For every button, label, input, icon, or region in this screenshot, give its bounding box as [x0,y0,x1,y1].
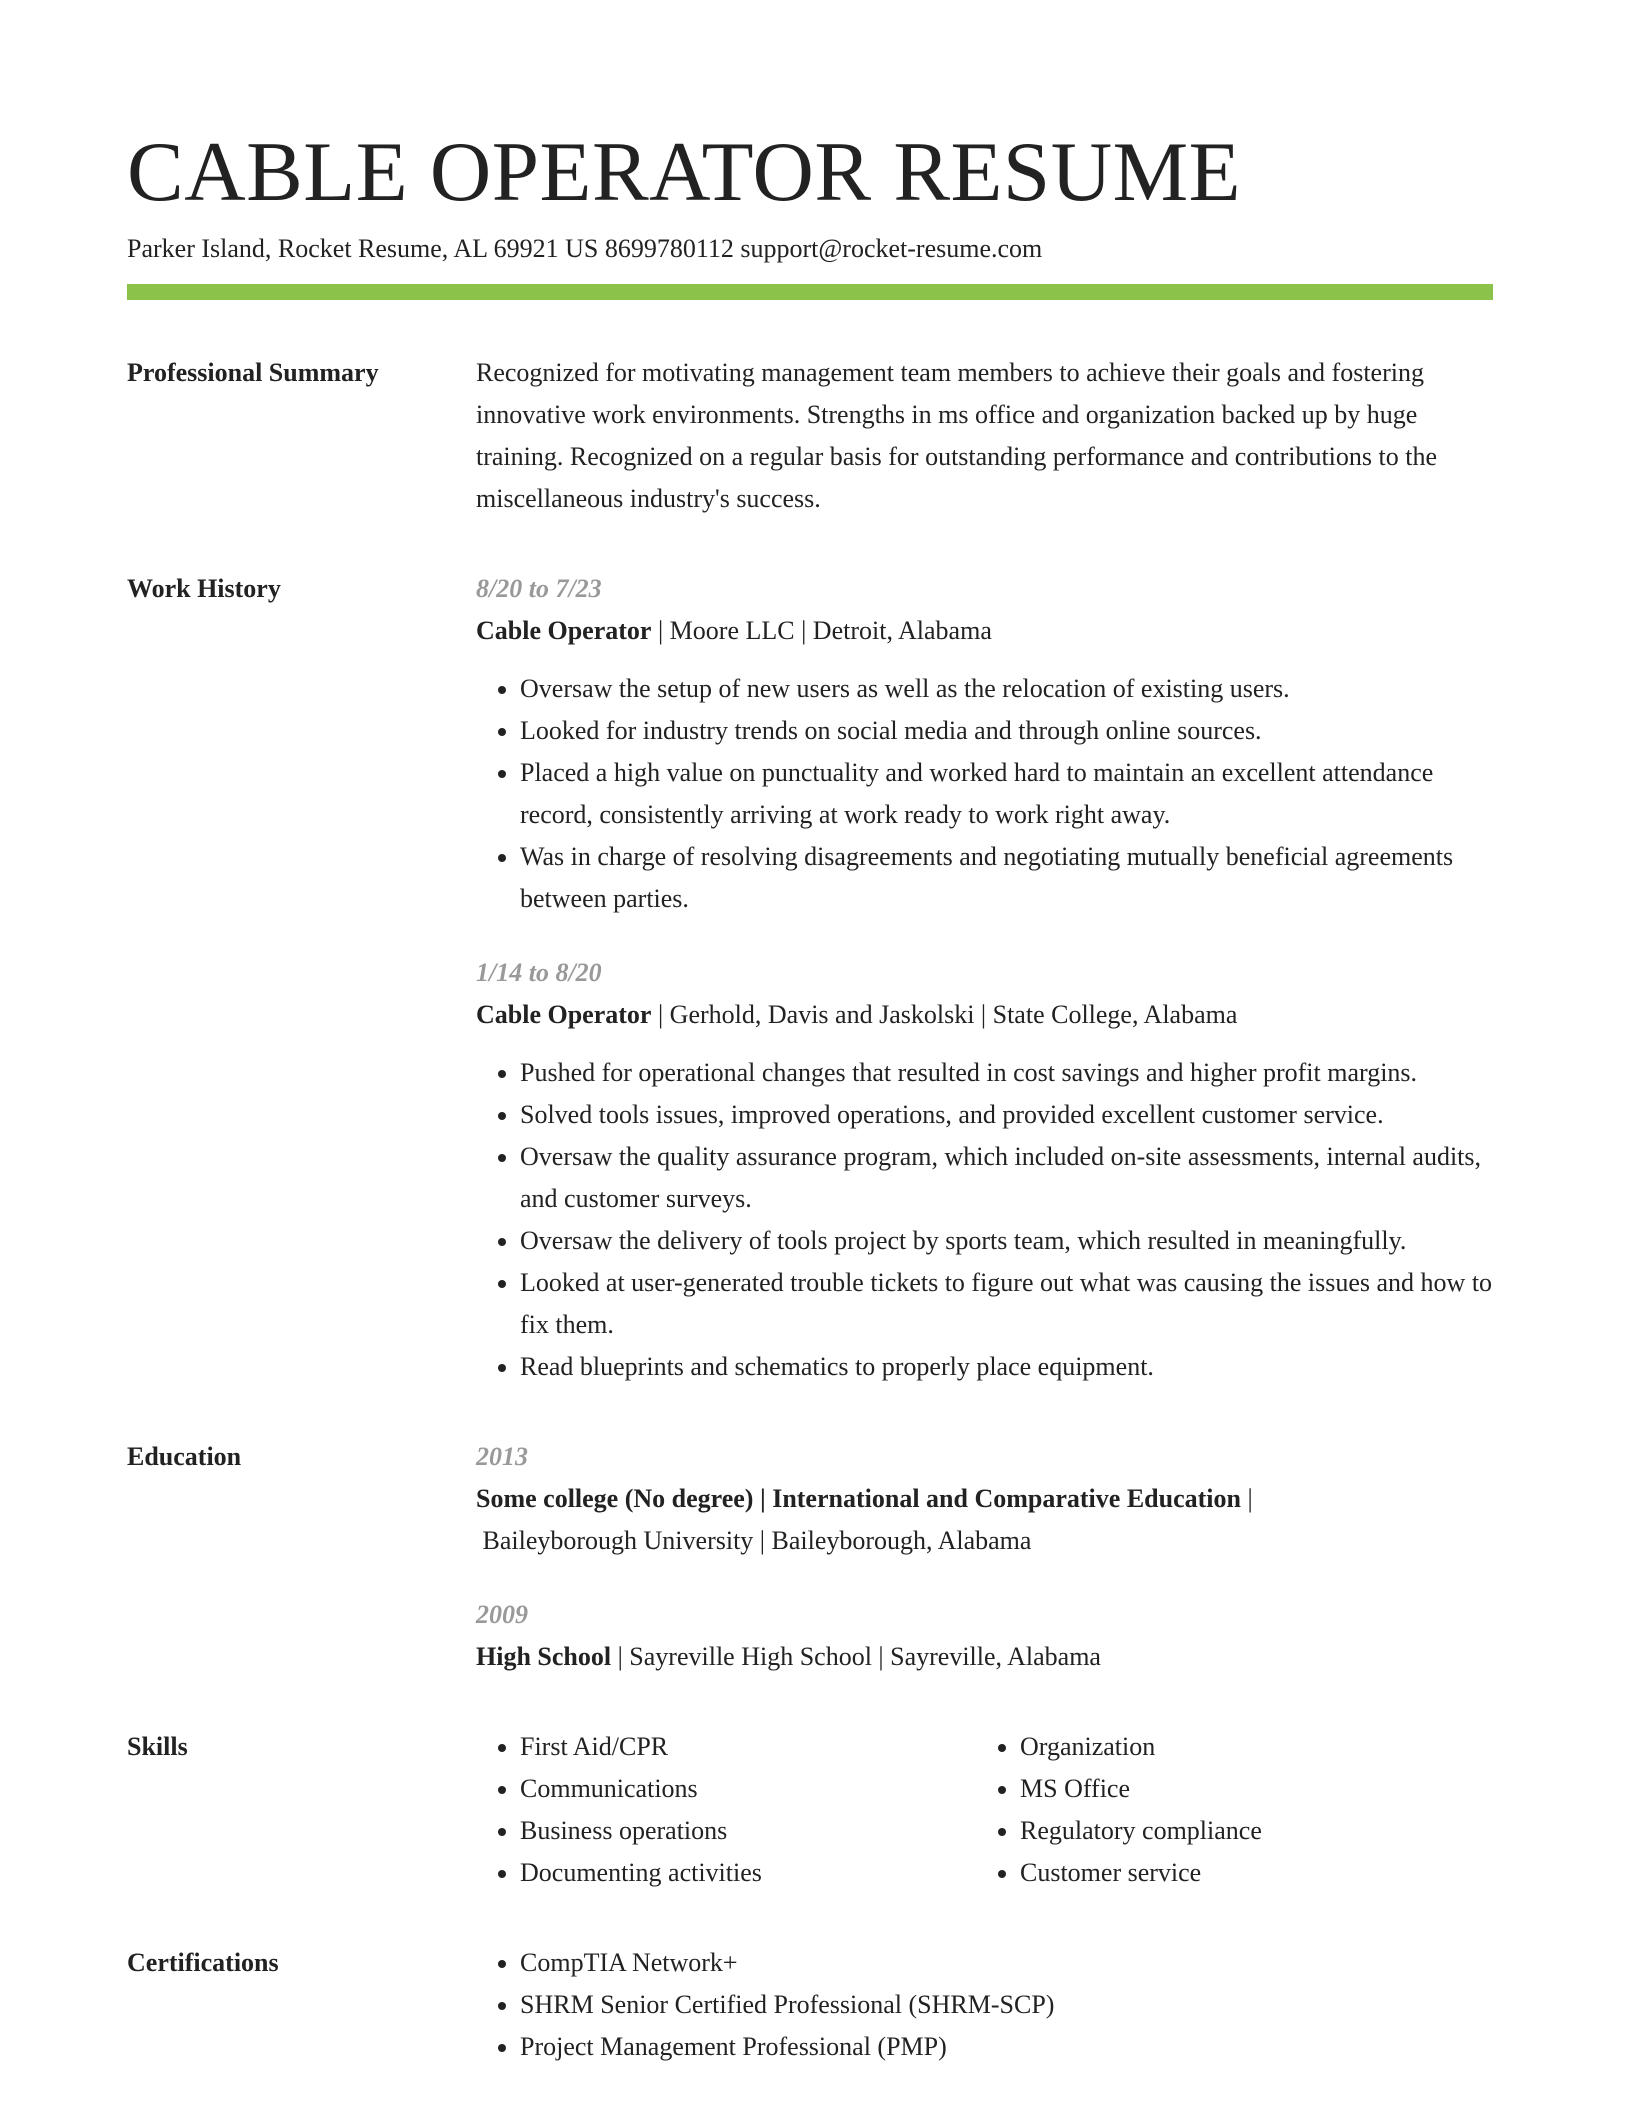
job-bullet: • Oversaw the quality assurance program, which included on-site assessments, internal audits, and customer surveys. [520,1136,1493,1220]
certification-item: • CompTIA Network+ [520,1942,1493,1984]
job-bullet: • Placed a high value on punctuality and worked hard to maintain an excellent attendance record, consistently arriving at work ready to work right away. [520,752,1493,836]
education-entry [476,1594,1493,1678]
resume-page [127,124,1493,2068]
education-degree: Some college (No degree) | International and Comparative Education [476,1484,1241,1513]
job-details: | Moore LLC | Detroit, Alabama [651,616,992,645]
education-degree-line [476,1636,1493,1678]
education-year: 2013 [476,1442,528,1471]
job-bullet: • Oversaw the setup of new users as well as the relocation of existing users. [520,668,1493,710]
job-bullets [476,668,1493,920]
skill-item: • Organization [1020,1726,1262,1768]
job-bullet: • Looked at user-generated trouble tickets to figure out what was causing the issues and how to fix them. [520,1262,1493,1346]
skills-list-left [476,1726,976,1894]
summary-text: Recognized for motivating management team members to achieve their goals and fostering innovative work environments. Strengths in ms office and organization backed up by huge training. Recognized on a regular basis for outstanding performance and contributions to the miscellaneous industry's success. [476,358,1437,513]
skill-item: • Business operations [520,1810,976,1852]
education-year: 2009 [476,1600,528,1629]
job-bullet: • Looked for industry trends on social media and through online sources. [520,710,1493,752]
job-title: Cable Operator [476,1000,652,1029]
resume-title: CABLE OPERATOR RESUME [127,125,1242,219]
job-dates: 8/20 to 7/23 [476,574,602,603]
job-header [476,994,1493,1036]
certifications-list [476,1942,1493,2068]
certifications-section [127,1942,1493,2068]
job-bullet: • Solved tools issues, improved operations, and provided excellent customer service. [520,1094,1493,1136]
contact-address: Parker Island, Rocket Resume, AL 69921 US [127,234,599,263]
job-header [476,610,1493,652]
section-label-work: Work History [127,574,281,603]
job-bullet: • Read blueprints and schematics to properly place equipment. [520,1346,1493,1388]
education-degree-line [476,1478,1493,1520]
contact-phone: 8699780112 [604,234,734,263]
certification-item: • Project Management Professional (PMP) [520,2026,1493,2068]
section-label-education: Education [127,1442,242,1471]
contact-email[interactable]: support@rocket-resume.com [740,234,1043,263]
section-label-summary: Professional Summary [127,358,379,387]
skill-item: • Communications [520,1768,976,1810]
education-school-line: Baileyborough University | Baileyborough, Alabama [476,1526,1032,1555]
education-entry [476,1436,1493,1562]
job-entry [476,952,1493,1388]
skills-grid [476,1726,1493,1894]
job-bullets [476,1052,1493,1388]
contact-line [127,232,1493,266]
education-after-degree: | Sayreville High School | Sayreville, Alabama [611,1642,1101,1671]
job-dates: 1/14 to 8/20 [476,958,602,987]
certification-item: • SHRM Senior Certified Professional (SHRM-SCP) [520,1984,1493,2026]
section-label-skills: Skills [127,1732,188,1761]
skills-section [127,1726,1493,1894]
job-title: Cable Operator [476,616,652,645]
job-entry [476,568,1493,920]
skill-item: • First Aid/CPR [520,1726,976,1768]
skill-item: • Regulatory compliance [1020,1810,1262,1852]
summary-section [127,352,1493,520]
education-degree: High School [476,1642,612,1671]
work-history-section [127,568,1493,1388]
header-divider [127,284,1493,300]
job-bullet: • Was in charge of resolving disagreements and negotiating mutually beneficial agreements between parties. [520,836,1493,920]
skills-list-right [976,1726,1262,1894]
skill-item: • MS Office [1020,1768,1262,1810]
skill-item: • Customer service [1020,1852,1262,1894]
education-section [127,1436,1493,1678]
job-bullet: • Pushed for operational changes that resulted in cost savings and higher profit margins. [520,1052,1493,1094]
section-label-certifications: Certifications [127,1948,279,1977]
education-after-degree: | [1240,1484,1253,1513]
skill-item: • Documenting activities [520,1852,976,1894]
job-details: | Gerhold, Davis and Jaskolski | State College, Alabama [651,1000,1238,1029]
job-bullet: • Oversaw the delivery of tools project by sports team, which resulted in meaningfully. [520,1220,1493,1262]
